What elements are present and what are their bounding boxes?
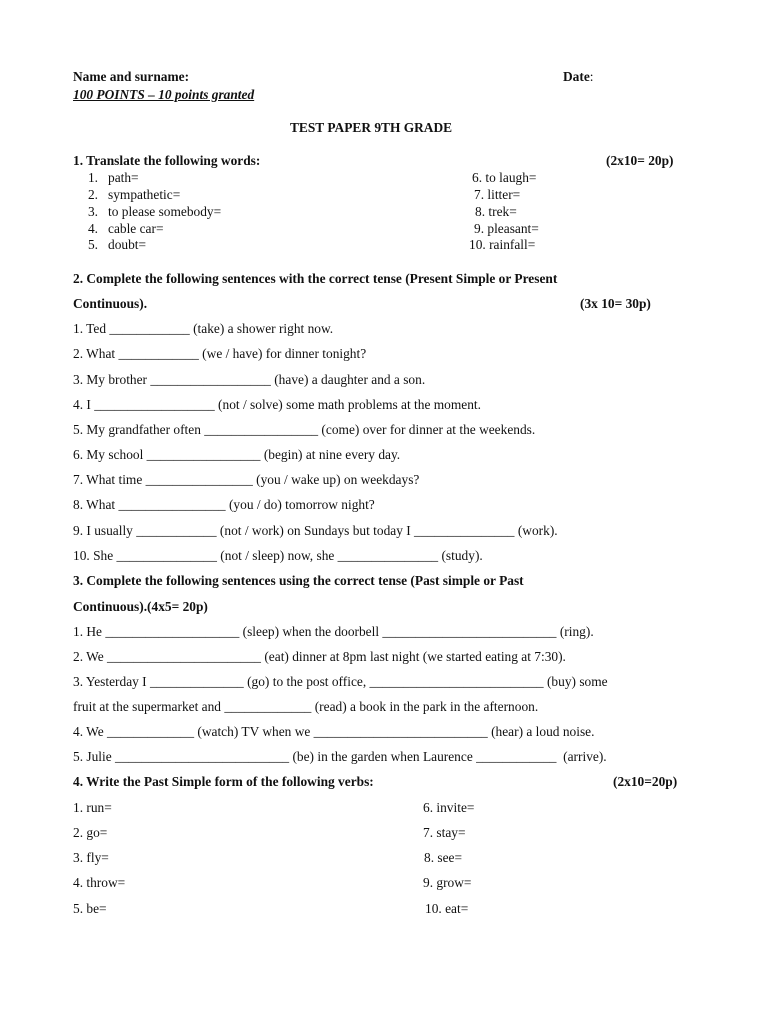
- item-text: path=: [108, 170, 139, 185]
- item-text: sympathetic=: [108, 187, 181, 202]
- item-text: cable car=: [108, 221, 164, 236]
- section3-heading: 3. Complete the following sentences using the correct tense (Past simple or Past: [73, 573, 524, 588]
- item-number: 2.: [87, 187, 98, 202]
- section4-item: 8. see=: [424, 850, 463, 865]
- item-text: doubt=: [108, 237, 147, 252]
- date-colon: :: [589, 69, 594, 84]
- section2-item: 4. I __________________ (not / solve) some math problems at the moment.: [73, 397, 481, 412]
- section4-item: 6. invite=: [423, 800, 475, 815]
- section2-item: 9. I usually ____________ (not / work) on Sundays but today I _______________ (work).: [73, 523, 558, 538]
- section3-item: fruit at the supermarket and _____________ (read) a book in the park in the afternoon.: [73, 699, 539, 714]
- section4-item: 9. grow=: [423, 875, 472, 890]
- item-number: 3.: [87, 204, 98, 219]
- section1-item: [76, 170, 139, 186]
- section4-item: 2. go=: [73, 825, 108, 840]
- section2-item: 3. My brother __________________ (have) a daughter and a son.: [73, 372, 426, 387]
- section2-item: 5. My grandfather often _________________ (come) over for dinner at the weekends.: [73, 422, 536, 437]
- section4-heading: 4. Write the Past Simple form of the following verbs:: [73, 774, 374, 789]
- section3-heading-cont: Continuous).(4x5= 20p): [73, 599, 208, 614]
- section2-item: 7. What time ________________ (you / wake up) on weekdays?: [73, 472, 420, 487]
- page-title: TEST PAPER 9TH GRADE: [290, 120, 453, 135]
- section1-heading: 1. Translate the following words:: [73, 153, 261, 168]
- section4-item: 3. fly=: [73, 850, 109, 865]
- section4-item: 10. eat=: [425, 901, 469, 916]
- item-text: to please somebody=: [108, 204, 222, 219]
- item-number: 5.: [87, 237, 98, 252]
- section2-item: 2. What ____________ (we / have) for dinner tonight?: [73, 346, 367, 361]
- section2-item: 6. My school _________________ (begin) at nine every day.: [73, 447, 401, 462]
- section2-item: 10. She _______________ (not / sleep) now, she _______________ (study).: [73, 548, 483, 563]
- item-number: 1.: [87, 170, 98, 185]
- section1-item: 9. pleasant=: [474, 221, 539, 236]
- section1-item: [76, 204, 221, 220]
- item-number: 4.: [87, 221, 98, 236]
- section1-item: 7. litter=: [474, 187, 521, 202]
- section3-item: 3. Yesterday I ______________ (go) to the post office, __________________________ (buy) some: [73, 674, 608, 689]
- section2-heading: 2. Complete the following sentences with the correct tense (Present Simple or Present: [73, 271, 558, 286]
- section1-item: [76, 187, 180, 203]
- section1-score: (2x10= 20p): [606, 153, 674, 168]
- section2-item: 8. What ________________ (you / do) tomorrow night?: [73, 497, 375, 512]
- section4-item: 5. be=: [73, 901, 107, 916]
- section1-item: [76, 237, 146, 253]
- section4-score: (2x10=20p): [613, 774, 678, 789]
- name-surname-label: Name and surname:: [73, 69, 190, 84]
- section3-item: 2. We _______________________ (eat) dinner at 8pm last night (we started eating at 7:30).: [73, 649, 566, 664]
- date-label: Date: [563, 69, 590, 84]
- section2-score: (3x 10= 30p): [580, 296, 651, 311]
- section4-item: 4. throw=: [73, 875, 126, 890]
- section2-item: 1. Ted ____________ (take) a shower right now.: [73, 321, 334, 336]
- section3-item: 4. We _____________ (watch) TV when we __________________________ (hear) a loud noise.: [73, 724, 595, 739]
- section1-item: 8. trek=: [475, 204, 517, 219]
- section1-item: 6. to laugh=: [472, 170, 537, 185]
- date-field: [563, 69, 594, 85]
- section3-item: 1. He ____________________ (sleep) when the doorbell __________________________ (ring).: [73, 624, 594, 639]
- section1-item: 10. rainfall=: [469, 237, 536, 252]
- section3-item: 5. Julie __________________________ (be) in the garden when Laurence ____________ (arrive).: [73, 749, 607, 764]
- section4-item: 1. run=: [73, 800, 112, 815]
- section1-item: [76, 221, 164, 237]
- points-note: 100 POINTS – 10 points granted: [73, 87, 255, 102]
- section2-heading-cont: Continuous).: [73, 296, 148, 311]
- section4-item: 7. stay=: [423, 825, 466, 840]
